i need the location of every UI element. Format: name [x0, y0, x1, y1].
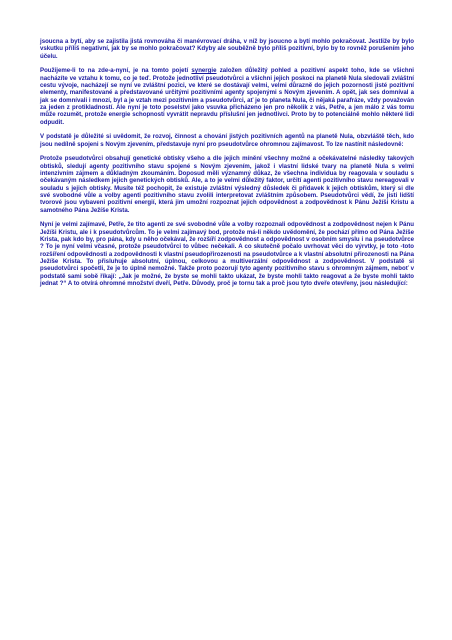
- paragraph-text: V podstatě je důležité si uvědomit, že rozvoj, činnost a chování jistých pozitivních agentů na planetě Nula, obzvláště těch, kdo jsou nedílně spojeni s Novým zjevením, představuje nyní pro pseudotvůrce ohromnou zajímavost. To lze nastínit následovně:: [40, 133, 414, 148]
- paragraph-text: založen důležitý pohled a pozitivní aspekt toho, kde se všichni nacházíte ve vztahu k tomu, co je teď. Protože jednotliví pseudotvůrci a všichni jejich poskoci na planetě Nula sledovali zvláštní cestu vývoje, nacházejí se nyní ve zvláštní pozici, ve které se dostávají velmi, velmi důrazně do jejich pozornosti jisté pozitivní elementy, manifestované a představované určitými pozitivními agenty spojenými s Novým zjevením. A opět, jak ses domníval a jak se domnívali i mnozí, byl a je vztah mezi pozitivním a pseudotvůrci, ať je to planeta Nula, či nějaká parafráze, vždy považován za jeden z protikladností. Ale nyní je toto poselství jako vsuvka přicházeno jen pro několik z vás, Petře, a jen málo z vás tomu může rozumět, protože energie schopnosti vyvrátit nepravdu příslušní jen jednotlivci. Proto by to potenciálně mohlo některé lidi odpudit.: [40, 67, 414, 126]
- paragraph-text: Protože pseudotvůrci obsahují genetické obtisky všeho a dle jejich mínění všechny možné a očekávatelné následky takových obtisků, sledují agenty pozitivního stavu spojené s Novým zjevením, jakož i vlastní lidské tvary na planetě Nula s velmi intenzivním zájmem a důkladným zkoumáním. Doposud měli významný důkaz, že všechna individua by reagovala v souladu s očekávaným následkem jejich genetických obtisků. Ale, a to je velmi důležitý faktor, určití agenti pozitivního stavu nereagovali v souladu s jejich obtisky. Musíte též pochopit, že existuje zvláštní výsledný důsledek či přídavek k jejich obtiskům, který si dle své svobodné vůle a volby agenti pozitivního stavu zvolili interpretovat zvláštním způsobem. Pseudotvůrci vědí, že jisti lidští tvorové jsou vybaveni pozitivní energií, která jim umožní rozpoznat jejich odpovědnost a zodpovědnost k Pánu Ježíši Kristu a samotného Pána Ježíše Krista.: [40, 155, 414, 214]
- paragraph: [40, 67, 414, 126]
- paragraph-text: Nyní je velmi zajímavé, Petře, že tito agenti ze své svobodné vůle a volby rozpoznali odpovědnost a zodpovědnost nejen k Pánu Ježíši Kristu, ale i k pseudotvůrcům. To je velmi zajímavý bod, protože má-li někdo uvědomění, že pochází přímo od Pána Ježíše Krista, pak kdo by, pro pána, kdy u něho očekával, že rozšíří zodpovědnost a odpovědnost v osobním smyslu i na pseudotvůrce ? To je nyní velmi včasné, protože pseudotvůrci to vůbec nečekali. A co skutečně počalo uvrhovat věci do výrvtky, je toto -toto rozšíření odpovědnosti a zodpovědnosti k vlastní pseudopřirozenosti na pseudotvůrce a k vlastní absolutní přirozenosti na Pána Ježíše Krista. To přisluhuje absolutní, úplnou, celkovou a multiverzální odpovědnost a zodpovědnost. V podstatě si pseudotvůrci spočetli, že je to úplně nemožné. Takže proto pozorují tyto agenty pozitivního stavu s ohromným zájmem, neboť v podstatě sami sobě říkají: „Jak je možné, že byste se mohli takto ukázat, že byste mohli takto reagovat a že byste mohli takto jednat ?“ A to otvírá ohromné množství dveří, Petře. Důvody, proč je tornu tak a proč jsou tyto dveře otevřeny, jsou následující:: [40, 221, 414, 288]
- paragraph: [40, 155, 414, 214]
- paragraph: [40, 133, 414, 148]
- document-page: [40, 38, 414, 288]
- paragraph: [40, 221, 414, 287]
- underlined-term: synergie: [191, 67, 217, 75]
- paragraph-text: jsoucna a bytí, aby se zajistila jistá rovnováha či manévrovací dráha, v níž by jsoucno a bytí mohlo pokračovat. Jestliže by bylo vskutku příliš negativní, jak by se mohlo pokračovat? Kdyby ale souběžně bylo příliš pozitivní, bylo by to rovněž porušením jeho účelu.: [40, 38, 414, 60]
- paragraph-text: Použijeme-li to na zde-a-nyní, je na tomto pojetí: [40, 67, 192, 75]
- paragraph: [40, 38, 414, 60]
